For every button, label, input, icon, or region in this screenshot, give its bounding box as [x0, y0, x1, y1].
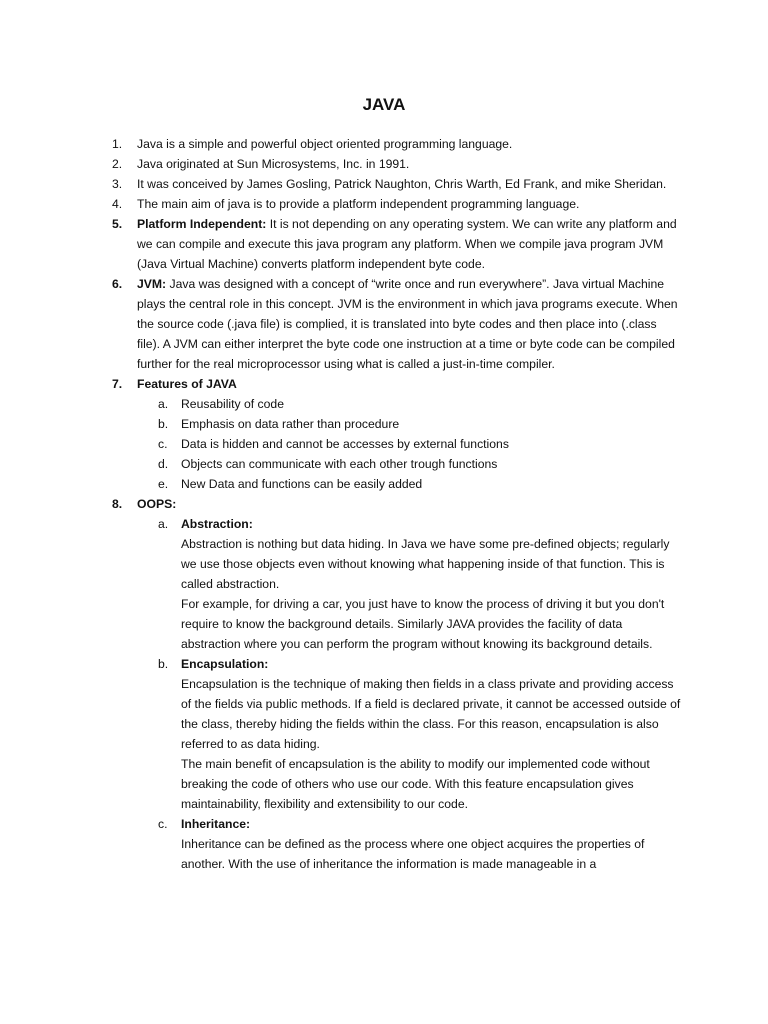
item-text: It was conceived by James Gosling, Patrick Naughton, Chris Warth, Ed Frank, and mike Sheridan.: [137, 177, 667, 191]
item-heading: OOPS:: [137, 497, 177, 511]
paragraph: Inheritance can be defined as the process where one object acquires the properties of another. With the use of inheritance the information is made manageable in a: [181, 837, 645, 871]
list-item: [112, 134, 682, 154]
paragraph: The main benefit of encapsulation is the ability to modify our implemented code without breaking the code of others who use our code. With this feature encapsulation gives maintainability, flexibility and extensibility to our code.: [181, 757, 650, 811]
sub-list-item: [112, 474, 682, 494]
sub-item-heading: Abstraction:: [181, 517, 253, 531]
item-text: It is not depending on any operating system. We can write any platform and we can compile and execute this java program any platform. When we compile java program JVM (Java Virtual Machine) converts platform independent byte code.: [137, 217, 677, 271]
item-number: 6.: [112, 277, 123, 291]
list-item-jvm: [112, 274, 682, 374]
item-text: Java originated at Sun Microsystems, Inc. in 1991.: [137, 157, 410, 171]
paragraph: Encapsulation is the technique of making then fields in a class private and providing access of the fields via public methods. If a field is declared private, it cannot be accessed outside of the class, thereby hiding the fields within the class. For this reason, encapsulation is also referred to as data hiding.: [181, 677, 681, 751]
paragraph: Abstraction is nothing but data hiding. In Java we have some pre-defined objects; regularly we use those objects even without knowing what happening inside of that function. This is called abstraction.: [181, 537, 670, 591]
item-text: The main aim of java is to provide a platform independent programming language.: [137, 197, 580, 211]
sub-item-encapsulation: [112, 654, 682, 674]
sub-item-letter: c.: [158, 817, 168, 831]
sub-item-letter: d.: [158, 457, 169, 471]
item-number: 1.: [112, 137, 123, 151]
sub-item-letter: a.: [158, 517, 169, 531]
item-number: 3.: [112, 177, 123, 191]
sub-list-item: [112, 394, 682, 414]
item-heading: JVM:: [137, 277, 167, 291]
sub-item-inheritance: [112, 814, 682, 834]
item-text: Java was designed with a concept of “write once and run everywhere”. Java virtual Machine plays the central role in this concept. JVM is the environment in which java programs execute. When the source code (.java file) is complied, it is translated into byte codes and then place into (.class file). A JVM can either interpret the byte code one instruction at a time or byte code can be compiled further for the real microprocessor using what is called a just-in-time compiler.: [137, 277, 678, 371]
sub-item-letter: b.: [158, 657, 169, 671]
list-item-features: [112, 374, 682, 394]
sub-item-text: Data is hidden and cannot be accesses by external functions: [181, 437, 509, 451]
sub-list-item: [112, 414, 682, 434]
item-number: 7.: [112, 377, 123, 391]
list-item: [112, 174, 682, 194]
item-number: 2.: [112, 157, 123, 171]
item-heading: Platform Independent:: [137, 217, 267, 231]
list-item-platform-independent: [112, 214, 682, 274]
paragraph: For example, for driving a car, you just have to know the process of driving it but you don't require to know the background details. Similarly JAVA provides the facility of data abstraction where you can perform the program without knowing its background details.: [181, 597, 665, 651]
list-item-oops: [112, 494, 682, 514]
sub-item-text: Objects can communicate with each other trough functions: [181, 457, 498, 471]
sub-list-item: [112, 454, 682, 474]
list-item: [112, 194, 682, 214]
sub-item-abstraction: [112, 514, 682, 534]
item-number: 8.: [112, 497, 123, 511]
sub-item-letter: c.: [158, 437, 168, 451]
sub-item-letter: e.: [158, 477, 169, 491]
list-item: [112, 154, 682, 174]
item-heading: Features of JAVA: [137, 377, 237, 391]
item-number: 4.: [112, 197, 123, 211]
document-body: [112, 134, 682, 874]
sub-item-heading: Encapsulation:: [181, 657, 269, 671]
sub-list-item: [112, 434, 682, 454]
sub-item-letter: a.: [158, 397, 169, 411]
item-number: 5.: [112, 217, 123, 231]
document-title: JAVA: [362, 95, 406, 114]
sub-item-heading: Inheritance:: [181, 817, 251, 831]
sub-item-text: Reusability of code: [181, 397, 284, 411]
sub-item-text: New Data and functions can be easily added: [181, 477, 423, 491]
sub-item-text: Emphasis on data rather than procedure: [181, 417, 400, 431]
item-text: Java is a simple and powerful object oriented programming language.: [137, 137, 513, 151]
sub-item-letter: b.: [158, 417, 169, 431]
